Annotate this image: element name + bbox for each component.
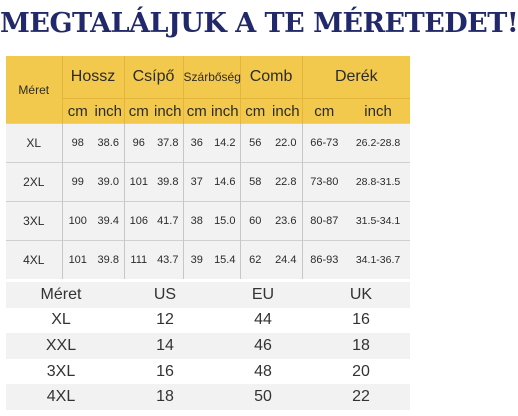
conversion-cell: 16: [312, 308, 410, 334]
table-row: [6, 359, 410, 385]
value-cell: 37.8: [153, 124, 183, 163]
value-cell: 15.4: [210, 241, 240, 280]
conversion-cell: 50: [214, 384, 312, 410]
conversion-header: US: [116, 282, 214, 308]
value-cell: 22.8: [270, 163, 302, 202]
value-cell: 24.4: [270, 241, 302, 280]
value-cell: 43.7: [153, 241, 183, 280]
conversion-header-row: [6, 282, 410, 308]
table-row: [6, 308, 410, 334]
column-header-hossz: Hossz: [62, 56, 124, 99]
size-cell: 2XL: [6, 163, 62, 202]
column-header-szarboseg: Szárbőség: [183, 56, 240, 99]
value-cell: 99: [62, 163, 93, 202]
column-header-csipo: Csípő: [124, 56, 183, 99]
value-cell: 56: [240, 124, 270, 163]
unit-label: cm: [240, 99, 270, 124]
unit-label: cm: [183, 99, 210, 124]
value-cell: 14.2: [210, 124, 240, 163]
value-cell: 36: [183, 124, 210, 163]
value-cell: 31.5-34.1: [346, 202, 410, 241]
value-cell: 101: [124, 163, 153, 202]
table-row: [6, 202, 410, 241]
conversion-cell: 44: [214, 308, 312, 334]
value-cell: 62: [240, 241, 270, 280]
table-row: [6, 333, 410, 359]
column-header-derek: Derék: [302, 56, 410, 99]
value-cell: 28.8-31.5: [346, 163, 410, 202]
conversion-cell: 18: [312, 333, 410, 359]
conversion-header: Méret: [6, 282, 116, 308]
size-cell: XL: [6, 124, 62, 163]
conversion-cell: 46: [214, 333, 312, 359]
size-column-header: Méret: [6, 56, 62, 124]
value-cell: 58: [240, 163, 270, 202]
table-row: [6, 124, 410, 163]
page-title: MEGTALÁLJUK A TE MÉRETEDET!: [0, 8, 518, 39]
value-cell: 22.0: [270, 124, 302, 163]
conversion-table: [6, 282, 410, 410]
conversion-header: EU: [214, 282, 312, 308]
conversion-cell: 3XL: [6, 359, 116, 385]
size-cell: 3XL: [6, 202, 62, 241]
conversion-cell: 22: [312, 384, 410, 410]
value-cell: 86-93: [302, 241, 346, 280]
value-cell: 37: [183, 163, 210, 202]
conversion-cell: XL: [6, 308, 116, 334]
conversion-cell: 14: [116, 333, 214, 359]
value-cell: 26.2-28.8: [346, 124, 410, 163]
conversion-cell: 18: [116, 384, 214, 410]
unit-label: inch: [270, 99, 302, 124]
value-cell: 73-80: [302, 163, 346, 202]
unit-label: inch: [153, 99, 183, 124]
value-cell: 96: [124, 124, 153, 163]
value-cell: 111: [124, 241, 153, 280]
value-cell: 98: [62, 124, 93, 163]
table-row: [6, 241, 410, 280]
value-cell: 41.7: [153, 202, 183, 241]
table-row: [6, 384, 410, 410]
unit-header-row: [6, 99, 410, 124]
conversion-cell: 4XL: [6, 384, 116, 410]
value-cell: 23.6: [270, 202, 302, 241]
unit-label: cm: [62, 99, 93, 124]
value-cell: 39: [183, 241, 210, 280]
value-cell: 60: [240, 202, 270, 241]
unit-label: inch: [210, 99, 240, 124]
conversion-cell: 16: [116, 359, 214, 385]
measurement-table: [6, 56, 410, 279]
measurement-header-row: [6, 56, 410, 99]
unit-label: cm: [302, 99, 346, 124]
value-cell: 66-73: [302, 124, 346, 163]
value-cell: 100: [62, 202, 93, 241]
conversion-cell: XXL: [6, 333, 116, 359]
value-cell: 38: [183, 202, 210, 241]
value-cell: 39.8: [93, 241, 124, 280]
value-cell: 15.0: [210, 202, 240, 241]
size-cell: 4XL: [6, 241, 62, 280]
conversion-cell: 12: [116, 308, 214, 334]
conversion-cell: 48: [214, 359, 312, 385]
unit-label: inch: [93, 99, 124, 124]
value-cell: 39.0: [93, 163, 124, 202]
value-cell: 39.8: [153, 163, 183, 202]
value-cell: 101: [62, 241, 93, 280]
unit-label: cm: [124, 99, 153, 124]
column-header-comb: Comb: [240, 56, 302, 99]
value-cell: 80-87: [302, 202, 346, 241]
conversion-header: UK: [312, 282, 410, 308]
table-row: [6, 163, 410, 202]
value-cell: 106: [124, 202, 153, 241]
unit-label: inch: [346, 99, 410, 124]
conversion-cell: 20: [312, 359, 410, 385]
value-cell: 34.1-36.7: [346, 241, 410, 280]
value-cell: 39.4: [93, 202, 124, 241]
value-cell: 14.6: [210, 163, 240, 202]
value-cell: 38.6: [93, 124, 124, 163]
